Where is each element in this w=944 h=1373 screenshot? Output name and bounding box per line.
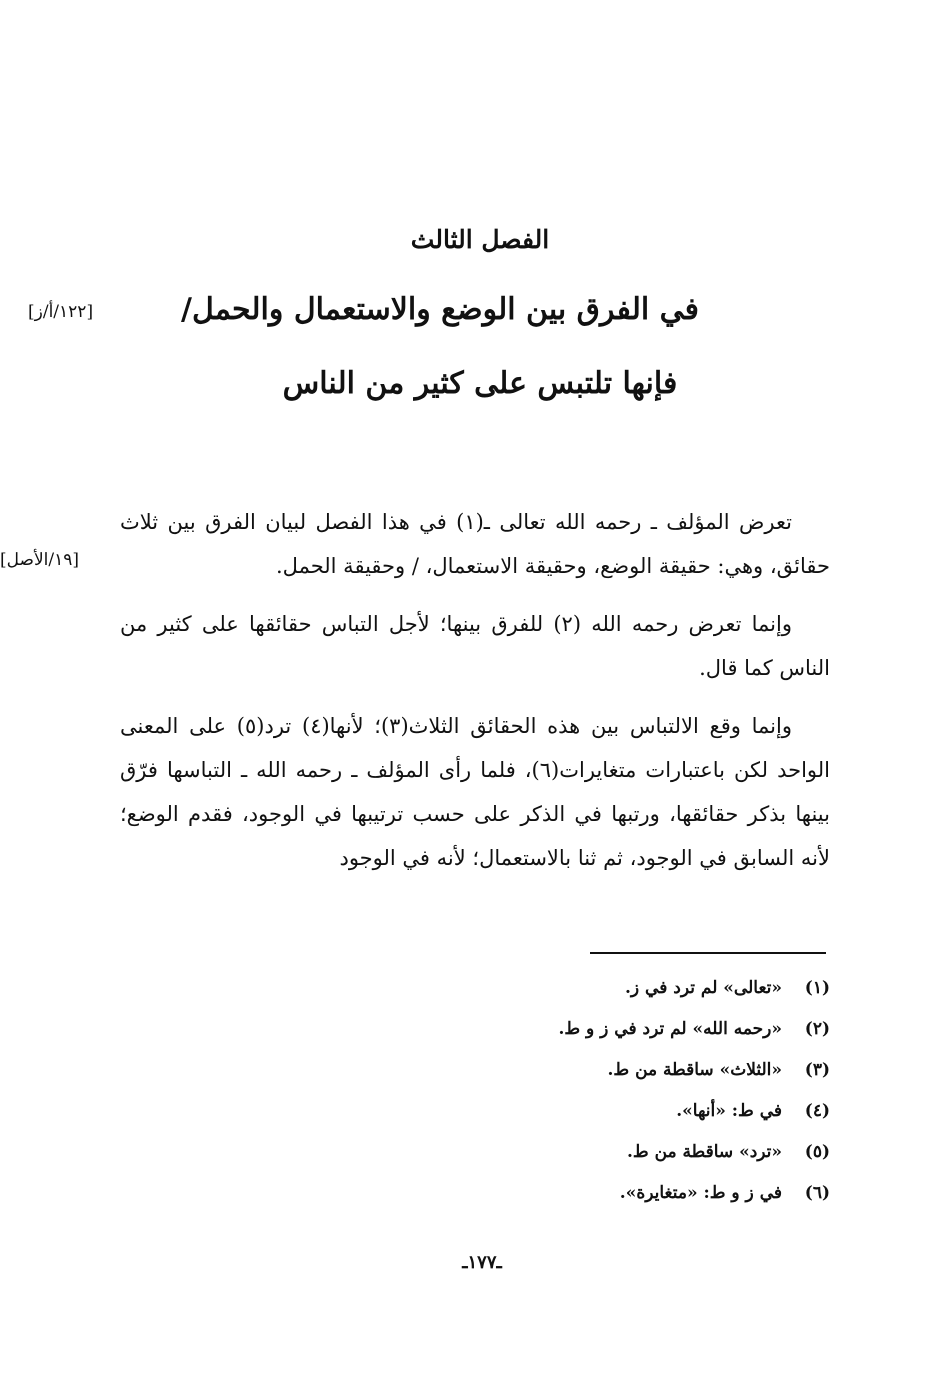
footnote-item	[300, 1173, 830, 1214]
footnote-item	[300, 1009, 830, 1050]
footnote-number: (٦)	[804, 1183, 830, 1203]
footnote-number: (١)	[804, 978, 830, 998]
body-paragraph: وإنما وقع الالتباس بين هذه الحقائق الثلاث(٣)؛ لأنها(٤) ترد(٥) على المعنى الواحد لكن باعتبارات متغايرات(٦)، فلما رأى المؤلف ـ رحمه الله ـ التباسها فرّق بينها بذكر حقائقها، ورتبها في الذكر على حسب ترتيبها في الوجود، فقدم الوضع؛ لأنه السابق في الوجود، ثم ثنا بالاستعمال؛ لأنه في الوجود	[120, 714, 830, 870]
footnote-number: (٣)	[804, 1060, 830, 1080]
footnote-separator	[590, 952, 826, 954]
footnote-number: (٥)	[804, 1142, 830, 1162]
footnote-text: في ط: «أنها».	[676, 1101, 782, 1121]
footnote-number: (٤)	[804, 1101, 830, 1121]
page-number: ـ١٧٧ـ	[462, 1252, 502, 1273]
margin-note-original-ref: [١٩/الأصل]	[0, 550, 79, 570]
footnotes-list	[300, 968, 830, 1214]
footnote-item	[300, 1132, 830, 1173]
footnote-number: (٢)	[804, 1019, 830, 1039]
footnote-text: «تعالى» لم ترد في ز.	[625, 978, 782, 998]
margin-note-manuscript-ref: [١٢٢/أ/ز]	[28, 302, 94, 322]
body-paragraph: وإنما تعرض رحمه الله (٢) للفرق بينها؛ لأجل التباس حقائقها على كثير من الناس كما قال.	[120, 612, 830, 680]
footnote-text: «ترد» ساقطة من ط.	[627, 1142, 782, 1162]
chapter-title: الفصل الثالث	[410, 225, 550, 254]
body-text	[120, 500, 830, 894]
body-paragraph: تعرض المؤلف ـ رحمه الله تعالى ـ(١) في هذا الفصل لبيان الفرق بين ثلاث حقائق، وهي: حقيقة الوضع، وحقيقة الاستعمال، / وحقيقة الحمل.	[120, 510, 830, 578]
footnote-item	[300, 968, 830, 1009]
chapter-heading-line-1: في الفرق بين الوضع والاستعمال والحمل/	[181, 292, 699, 327]
chapter-heading-line-2: فإنها تلتبس على كثير من الناس	[282, 366, 678, 401]
footnote-text: «الثلاث» ساقطة من ط.	[607, 1060, 782, 1080]
footnote-item	[300, 1091, 830, 1132]
footnote-text: في ز و ط: «متغايرة».	[619, 1183, 782, 1203]
footnote-text: «رحمه الله» لم ترد في ز و ط.	[558, 1019, 782, 1039]
footnote-item	[300, 1050, 830, 1091]
